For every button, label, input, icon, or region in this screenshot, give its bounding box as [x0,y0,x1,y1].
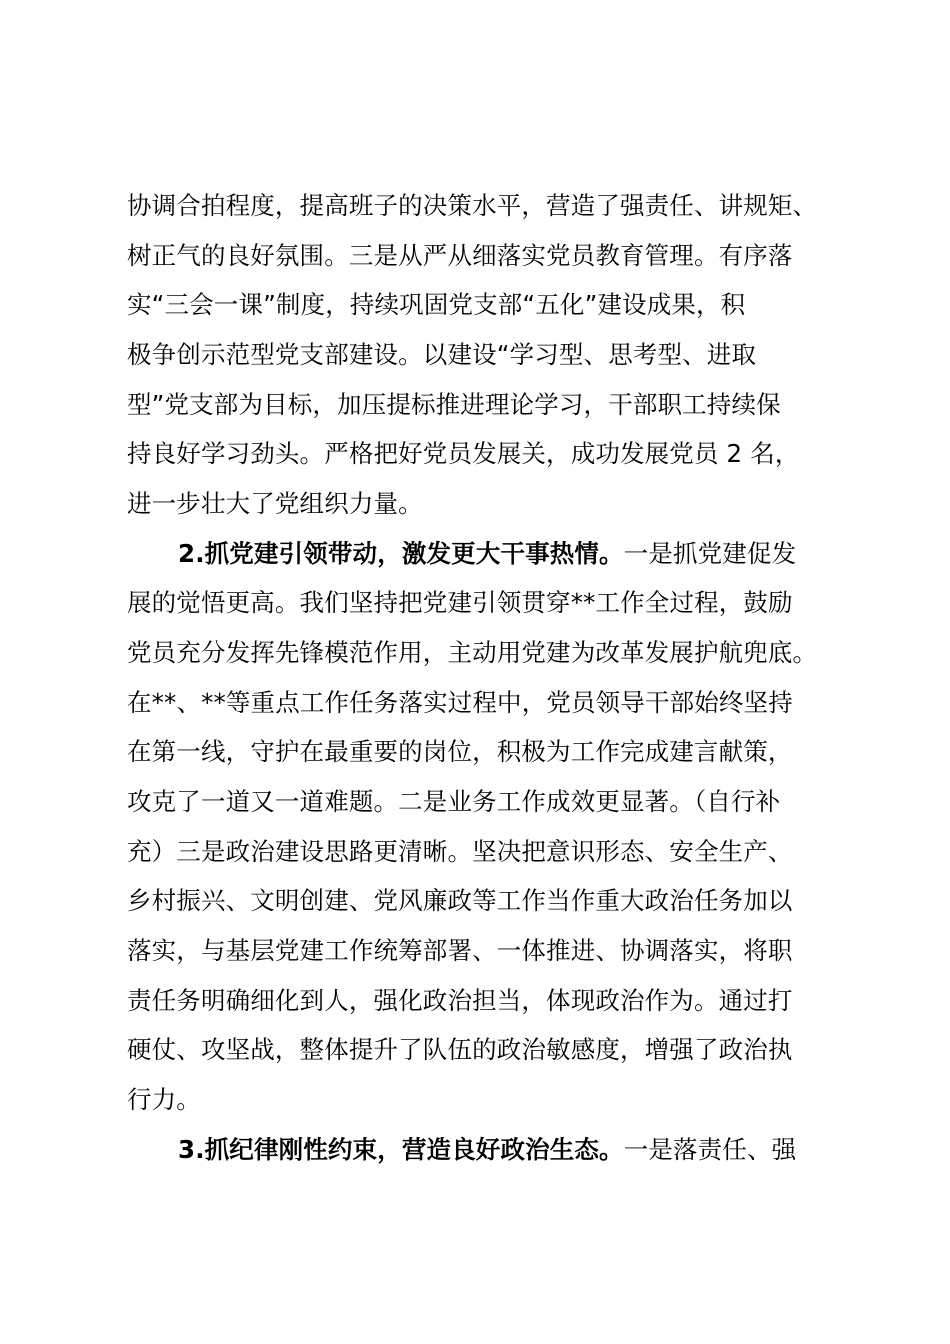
section-text: 一是抓党建促发 [623,539,797,568]
paragraph-line: 在**、**等重点工作任务落实过程中，党员领导干部始终坚持 [127,688,793,717]
paragraph-line: 进一步壮大了党组织力量。 [127,489,423,518]
paragraph-line: 展的觉悟更高。我们坚持把党建引领贯穿**工作全过程，鼓励 [127,588,793,617]
paragraph-line: 树正气的良好氛围。三是从严从细落实党员教育管理。有序落 [127,241,793,270]
paragraph-line: 攻克了一道又一道难题。二是业务工作成效更显著。（自行补 [127,787,781,816]
paragraph-line: 责任务明确细化到人，强化政治担当，体现政治作为。通过打 [127,986,793,1015]
section-3-first-line [178,1134,950,1166]
paragraph-line: 极争创示范型党支部建设。以建设“学习型、思考型、进取 [127,340,757,369]
paragraph-line: 党员充分发挥先锋模范作用，主动用党建为改革发展护航兜底。 [127,638,818,667]
paragraph-line: 在第一线，守护在最重要的岗位，积极为工作完成建言献策， [127,737,793,766]
section-heading: 2.抓党建引领带动，激发更大干事热情。 [178,539,624,568]
paragraph-line: 型”党支部为目标，加压提标推进理论学习，干部职工持续保 [127,390,781,419]
paragraph-line: 硬仗、攻坚战，整体提升了队伍的政治敏感度，增强了政治执 [127,1035,793,1064]
paragraph-line: 乡村振兴、文明创建、党风廉政等工作当作重大政治任务加以 [127,886,793,915]
paragraph-line: 落实，与基层党建工作统筹部署、一体推进、协调落实，将职 [127,936,793,965]
paragraph-line: 协调合拍程度，提高班子的决策水平，营造了强责任、讲规矩、 [127,191,818,220]
paragraph-line: 充）三是政治建设思路更清晰。坚决把意识形态、安全生产、 [127,837,793,866]
paragraph-line: 行力。 [127,1085,201,1114]
section-text: 一是落责任、强 [623,1135,797,1164]
paragraph-line: 实“三会一课”制度，持续巩固党支部“五化”建设成果，积 [127,290,746,319]
paragraph-line: 持良好学习劲头。严格把好党员发展关，成功发展党员 2 名， [127,439,800,468]
section-2-first-line [178,538,950,570]
section-heading: 3.抓纪律刚性约束，营造良好政治生态。 [178,1135,624,1164]
